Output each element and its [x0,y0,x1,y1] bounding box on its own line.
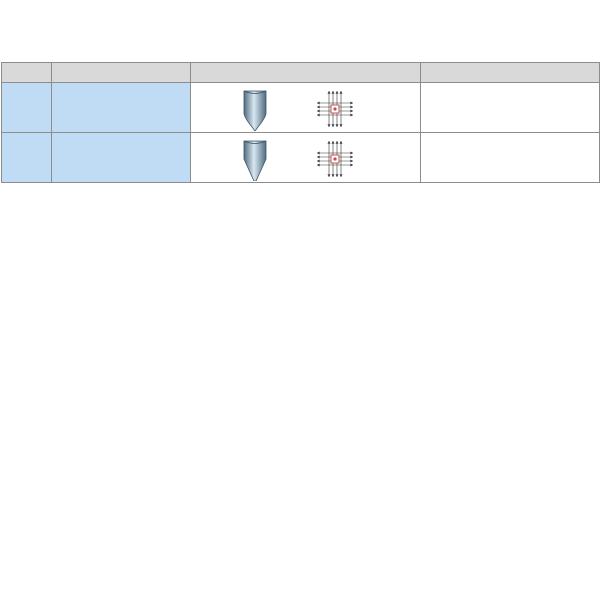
table-row [2,133,600,183]
tool-shape-icon [236,87,274,131]
recommended-applications [421,133,600,183]
tool-configuration [191,133,421,183]
header-no [2,63,52,83]
header-row [2,63,600,83]
tool-name [52,83,191,133]
header-apps [421,63,600,83]
tool-configuration [191,83,421,133]
breaking-pattern-icon [313,87,357,131]
tool-name [52,133,191,183]
breaking-pattern-icon [313,137,357,181]
row-number [2,133,52,183]
recommended-applications [421,83,600,133]
row-number [2,83,52,133]
tool-shape-icon [236,137,274,181]
header-name [52,63,191,83]
header-config [191,63,421,83]
table-row [2,83,600,133]
tool-table [1,62,600,183]
